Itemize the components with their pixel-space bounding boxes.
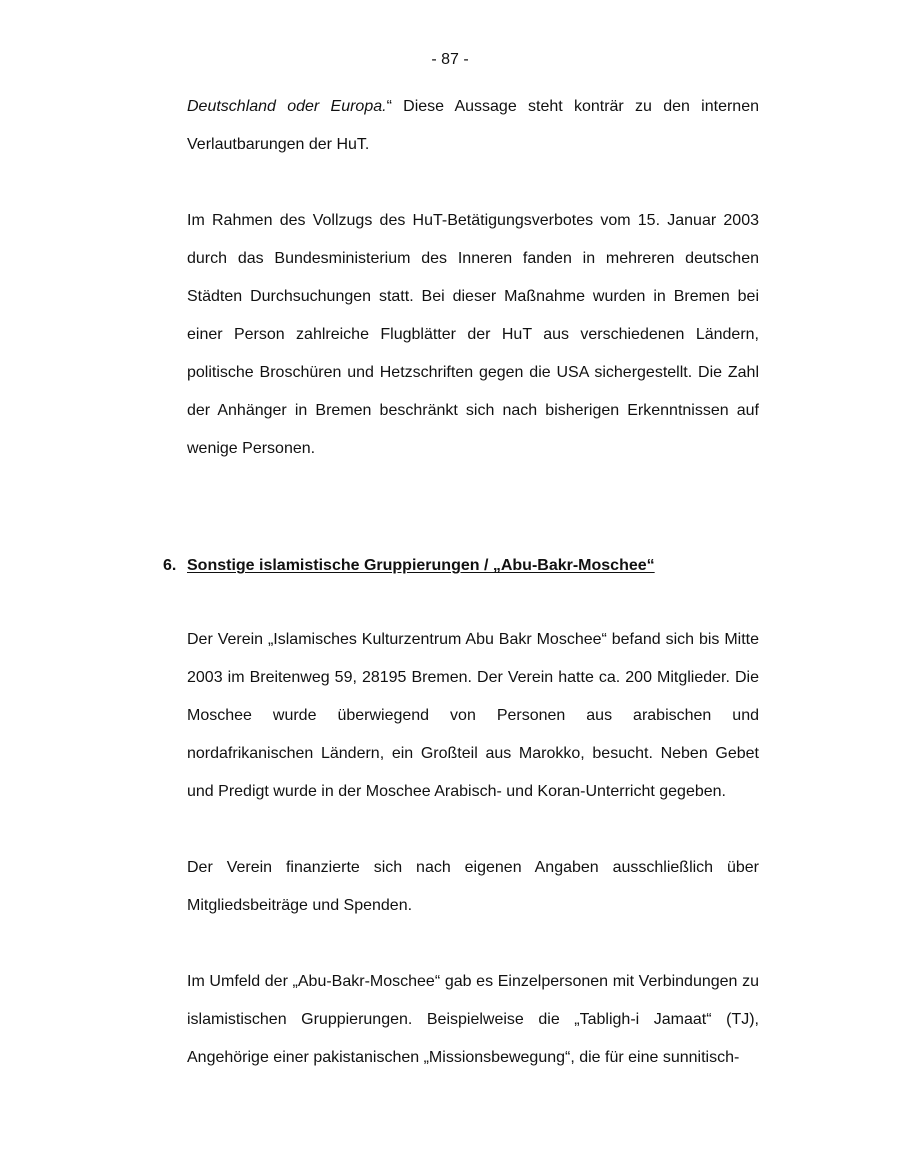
page-number: - 87 - <box>431 51 469 68</box>
section-heading <box>163 556 655 576</box>
paragraph-hut-search: Im Rahmen des Vollzugs des HuT-Betätigungsverbotes vom 15. Januar 2003 durch das Bundesministerium des Inneren fanden in mehreren deutschen Städten Durchsuchungen statt. Bei dieser Maßnahme wurden in Bremen bei einer Person zahlreiche Flugblätter der HuT aus verschiedenen Ländern, politische Broschüren und Hetzschriften gegen die USA sichergestellt. Die Zahl der Anhänger in Bremen beschränkt sich nach bisherigen Erkenntnissen auf wenige Personen. <box>187 212 759 457</box>
paragraph-continuation-italic: Deutschland oder Europa. <box>187 98 387 115</box>
section-number: 6. <box>163 557 177 574</box>
section-title: Sonstige islamistische Gruppierungen / „Abu-Bakr-Moschee“ <box>187 557 655 574</box>
paragraph-verein-financing: Der Verein finanzierte sich nach eigenen Angaben ausschließlich über Mitgliedsbeiträge und Spenden. <box>187 859 759 914</box>
paragraph-umfeld: Im Umfeld der „Abu-Bakr-Moschee“ gab es Einzelpersonen mit Verbindungen zu islamistischen Gruppierungen. Beispielweise die „Tabligh-i Jamaat“ (TJ), Angehörige einer pakistanischen „Missionsbewegung“, die für eine sunnitisch- <box>187 973 759 1066</box>
paragraph-continuation <box>187 88 759 164</box>
paragraph-continuation-text: “ Diese Aussage steht konträr zu den internen Verlautbarungen der HuT. <box>187 98 759 153</box>
paragraph-verein-description: Der Verein „Islamisches Kulturzentrum Abu Bakr Moschee“ befand sich bis Mitte 2003 im Breitenweg 59, 28195 Bremen. Der Verein hatte ca. 200 Mitglieder. Die Moschee wurde überwiegend von Personen aus arabischen und nordafrikanischen Ländern, ein Großteil aus Marokko, besucht. Neben Gebet und Predigt wurde in der Moschee Arabisch- und Koran-Unterricht gegeben. <box>187 631 759 800</box>
